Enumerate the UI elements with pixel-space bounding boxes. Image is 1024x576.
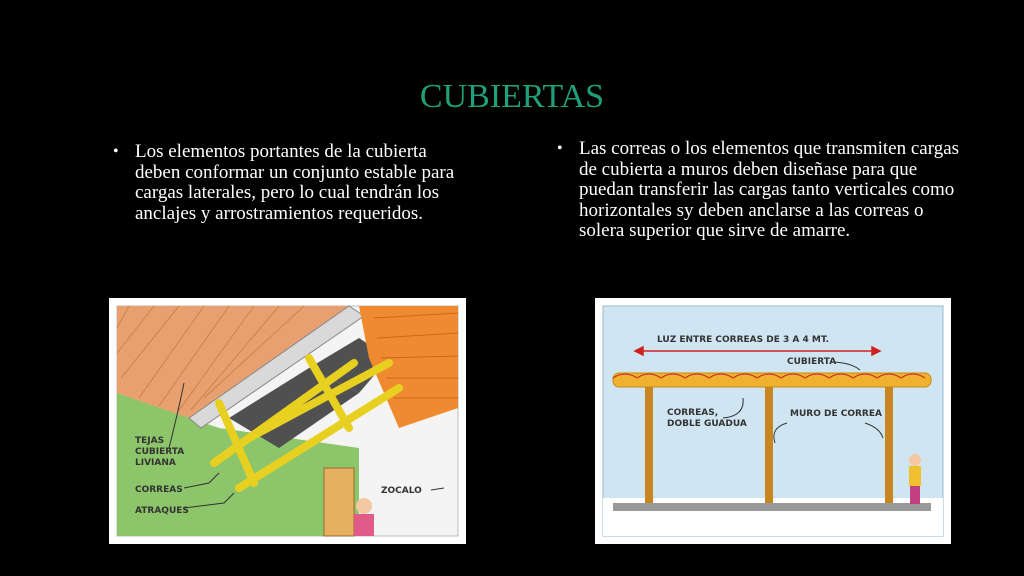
right-text-block	[557, 139, 967, 242]
label-zocalo: ZOCALO	[381, 486, 422, 496]
label-tejas-2: CUBIERTA	[135, 447, 185, 457]
floor-slab	[613, 503, 931, 511]
label-correas-2: DOBLE GUADUA	[667, 419, 747, 429]
label-atraques: ATRAQUES	[135, 506, 189, 516]
label-span: LUZ ENTRE CORREAS DE 3 A 4 MT.	[657, 335, 830, 345]
purlin-span-drawing	[595, 298, 951, 544]
label-correas: CORREAS	[135, 485, 183, 495]
left-text-block	[113, 142, 458, 224]
purlin-span-illustration	[595, 298, 951, 544]
post-right	[885, 387, 893, 505]
bullet-dot-icon: •	[113, 143, 119, 160]
label-muro: MURO DE CORREA	[790, 409, 882, 419]
label-correas-1: CORREAS,	[667, 408, 719, 418]
label-tejas-3: LIVIANA	[135, 458, 176, 468]
right-bullet-item	[557, 139, 967, 242]
post-middle	[765, 387, 773, 505]
roof-structure-illustration	[109, 298, 466, 544]
label-tejas-1: TEJAS	[135, 436, 165, 446]
post-left	[645, 387, 653, 505]
bullet-dot-icon: •	[557, 140, 563, 157]
left-bullet-text: Los elementos portantes de la cubierta deben conformar un conjunto estable para cargas laterales, pero lo cual tendrán los anclajes y arrostramientos requeridos.	[135, 141, 455, 224]
slide-title: CUBIERTAS	[419, 78, 605, 115]
left-bullet-item	[113, 142, 458, 224]
roof-structure-drawing	[109, 298, 466, 544]
label-cubierta: CUBIERTA	[787, 357, 837, 367]
right-bullet-text: Las correas o los elementos que transmiten cargas de cubierta a muros deben diseñase para que puedan transferir las cargas tanto verticales como horizontales sy deben anclarse a las correas o solera superior que sirve de amarre.	[579, 138, 960, 241]
